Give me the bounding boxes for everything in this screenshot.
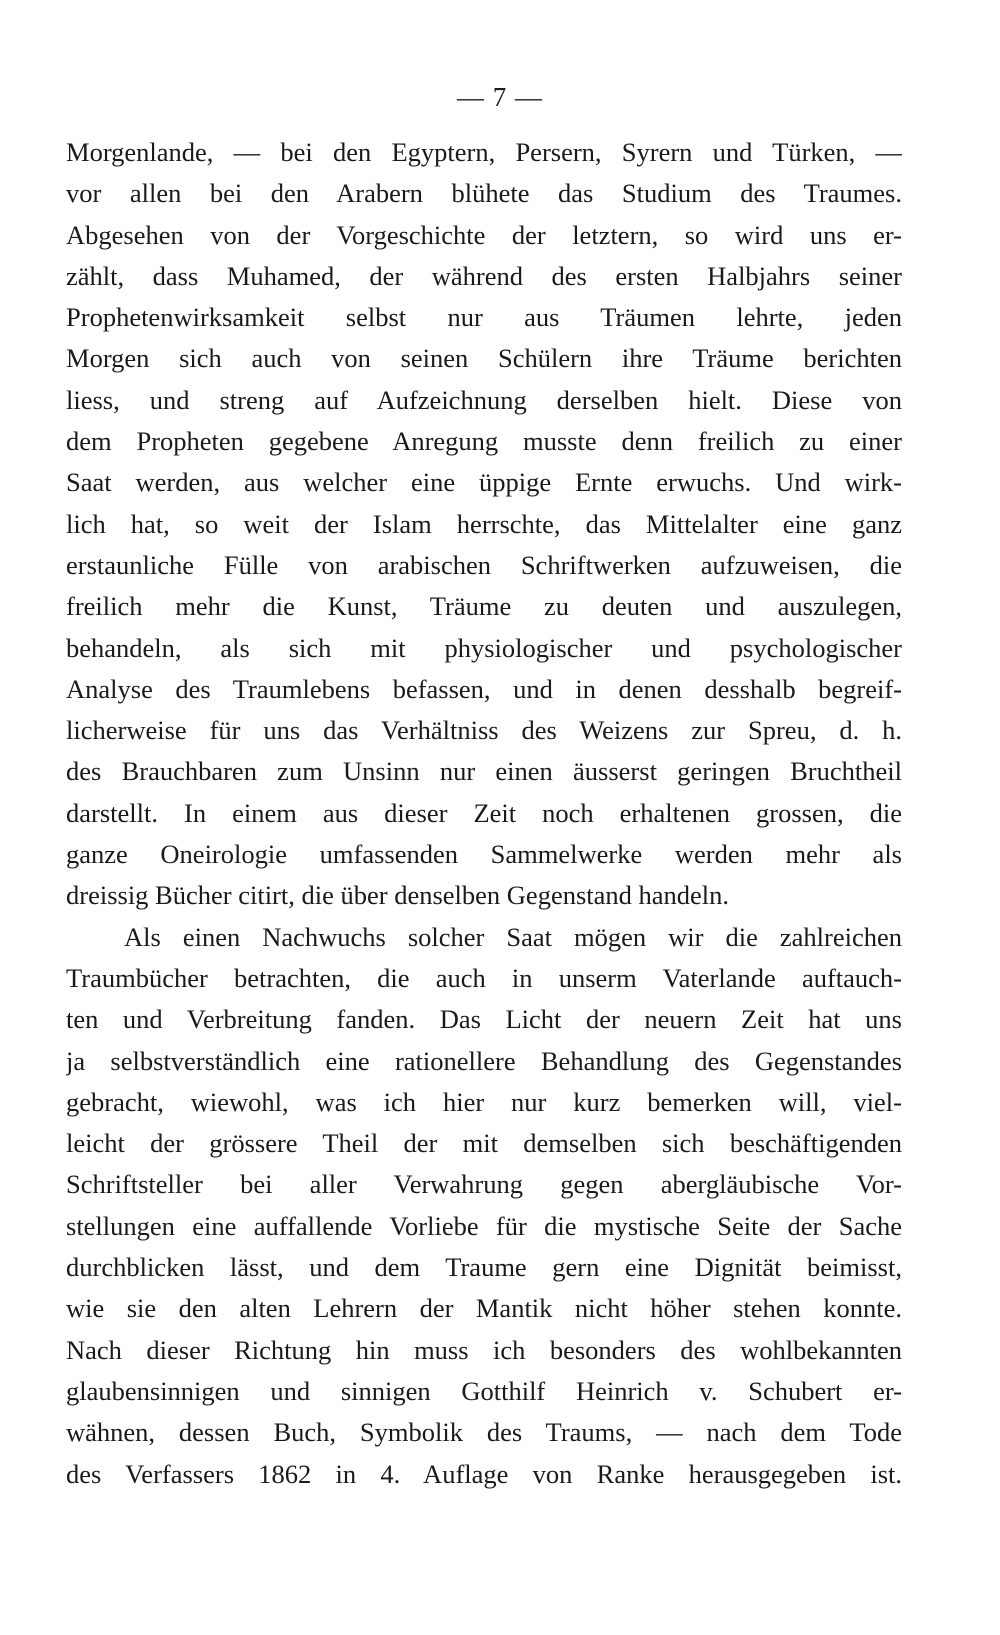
paragraph-1 xyxy=(66,132,902,917)
body-text xyxy=(66,132,902,1495)
text-line: behandeln, als sich mit physiologischer und psychologischer xyxy=(66,632,902,663)
text-line: durchblicken lässt, und dem Traume gern eine Dignität beimisst, xyxy=(66,1252,902,1283)
text-line: Morgenlande, — bei den Egyptern, Persern, Syrern und Türken, — xyxy=(66,137,902,167)
text-line: stellungen eine auffallende Vorliebe für die mystische Seite der Sache xyxy=(66,1210,902,1241)
text-line: Traumbücher betrachten, die auch in unserm Vaterlande auftauch- xyxy=(66,962,902,993)
text-line: dreissig Bücher citirt, die über denselben Gegenstand handeln. xyxy=(66,880,730,911)
text-line: Schriftsteller bei aller Verwahrung gegen abergläubische Vor- xyxy=(66,1169,902,1200)
text-line: Prophetenwirksamkeit selbst nur aus Träumen lehrte, jeden xyxy=(66,302,902,333)
text-line: Als einen Nachwuchs solcher Saat mögen wir die zahlreichen xyxy=(124,921,902,952)
text-line: Nach dieser Richtung hin muss ich besonders des wohlbekannten xyxy=(66,1334,902,1365)
text-line: zählt, dass Muhamed, der während des ersten Halbjahrs seiner xyxy=(66,260,902,291)
text-line: darstellt. In einem aus dieser Zeit noch erhaltenen grossen, die xyxy=(66,797,902,828)
paragraph-2 xyxy=(66,917,902,1495)
text-line: Morgen sich auch von seinen Schülern ihre Träume berichten xyxy=(66,343,902,374)
text-line: des Verfassers 1862 in 4. Auflage von Ranke herausgegeben ist. xyxy=(66,1458,902,1489)
text-line: licherweise für uns das Verhältniss des Weizens zur Spreu, d. h. xyxy=(66,715,902,746)
text-line: ten und Verbreitung fanden. Das Licht der neuern Zeit hat uns xyxy=(66,1004,902,1035)
text-line: dem Propheten gegebene Anregung musste denn freilich zu einer xyxy=(66,426,902,457)
text-line: lich hat, so weit der Islam herrschte, das Mittelalter eine ganz xyxy=(66,508,902,539)
text-line: gebracht, wiewohl, was ich hier nur kurz bemerken will, viel- xyxy=(66,1086,902,1117)
text-line: freilich mehr die Kunst, Träume zu deuten und auszulegen, xyxy=(66,591,902,622)
page-number: — 7 — xyxy=(457,82,543,112)
text-line: glaubensinnigen und sinnigen Gotthilf Heinrich v. Schubert er- xyxy=(66,1375,902,1406)
text-line: Saat werden, aus welcher eine üppige Ernte erwuchs. Und wirk- xyxy=(66,467,902,498)
text-line: ja selbstverständlich eine rationellere Behandlung des Gegenstandes xyxy=(66,1045,902,1076)
text-line: Abgesehen von der Vorgeschichte der letztern, so wird uns er- xyxy=(66,219,902,250)
text-line: liess, und streng auf Aufzeichnung derselben hielt. Diese von xyxy=(66,384,902,415)
text-line: Analyse des Traumlebens befassen, und in denen desshalb begreif- xyxy=(66,673,902,704)
text-line: vor allen bei den Arabern blühete das Studium des Traumes. xyxy=(66,178,902,209)
text-line: wähnen, dessen Buch, Symbolik des Traums, — nach dem Tode xyxy=(66,1417,902,1448)
text-line: leicht der grössere Theil der mit demselben sich beschäftigenden xyxy=(66,1128,902,1159)
text-line: des Brauchbaren zum Unsinn nur einen äusserst geringen Bruchtheil xyxy=(66,756,902,787)
text-line: wie sie den alten Lehrern der Mantik nicht höher stehen konnte. xyxy=(66,1293,902,1324)
text-line: erstaunliche Fülle von arabischen Schriftwerken aufzuweisen, die xyxy=(66,549,902,580)
text-line: ganze Oneirologie umfassenden Sammelwerke werden mehr als xyxy=(66,839,902,870)
